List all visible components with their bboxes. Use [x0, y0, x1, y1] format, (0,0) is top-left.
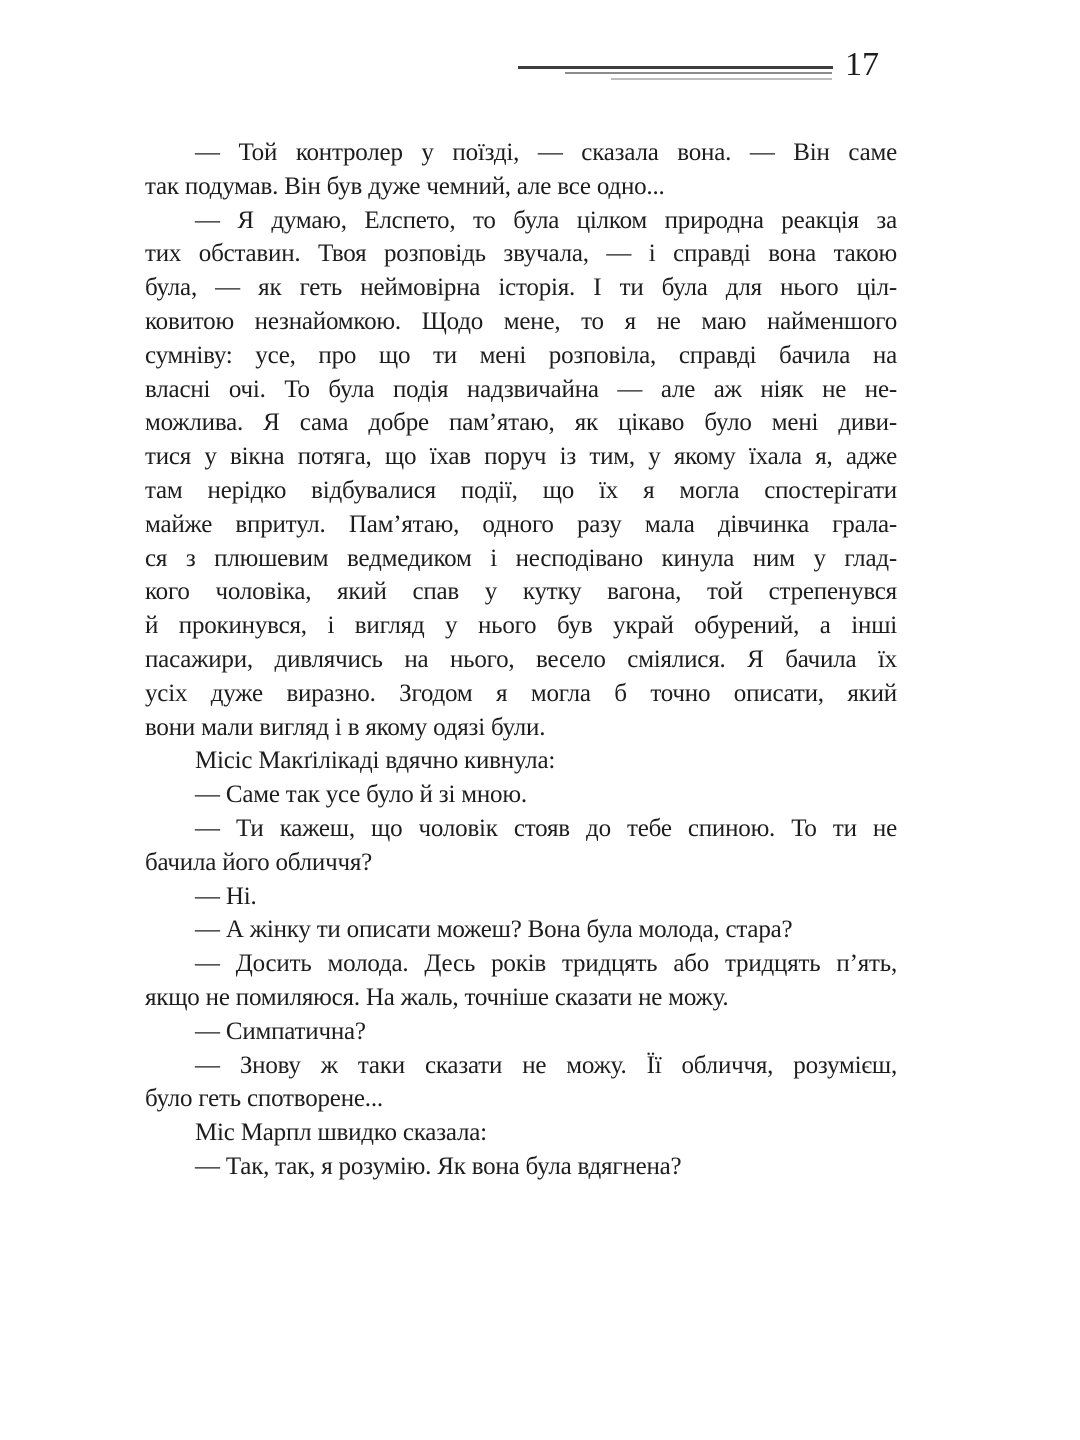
- paragraph: [145, 744, 897, 778]
- text-line: — Саме так усе було й зі мною.: [195, 781, 527, 809]
- text-line: — Знову ж таки сказати не можу. Її обличчя, розумієш,: [195, 1051, 897, 1079]
- paragraph: [145, 947, 897, 1015]
- text-line: — Той контролер у поїзді, — сказала вона. — Він саме: [195, 139, 897, 166]
- text-line: — Ні.: [195, 882, 257, 910]
- header-rule-dark: [518, 66, 833, 69]
- header-rule-mid: [565, 72, 832, 74]
- text-line: кого чоловіка, який спав у кутку вагона, той стрепенувся: [145, 578, 897, 606]
- text-line: — Ти кажеш, що чоловік стояв до тебе спиною. То ти не: [195, 814, 897, 842]
- paragraph: [145, 1150, 897, 1184]
- text-line: майже впритул. Пам’ятаю, одного разу мала дівчинка грала-: [145, 510, 897, 538]
- text-line: — Я думаю, Елспето, то була цілком природна реакція за: [195, 206, 897, 234]
- paragraph: [145, 1015, 897, 1049]
- text-line: ковитою незнайомкою. Щодо мене, то я не маю найменшого: [145, 307, 897, 335]
- text-line: — Досить молода. Десь років тридцять або тридцять п’ять,: [195, 950, 897, 978]
- text-line: тих обставин. Твоя розповідь звучала, — і справді вона такою: [145, 240, 897, 268]
- text-line: якщо не помиляюся. На жаль, точніше сказати не можу.: [145, 983, 729, 1011]
- paragraph: [145, 778, 897, 812]
- paragraph: [145, 880, 897, 914]
- text-line: сумніву: усе, про що ти мені розповіла, справді бачила на: [145, 341, 897, 369]
- text-line: — Так, так, я розумію. Як вона була вдягнена?: [195, 1152, 682, 1180]
- paragraph: [145, 1116, 897, 1150]
- text-line: там нерідко відбувалися події, що їх я могла спостерігати: [145, 476, 897, 504]
- page-text: [145, 136, 897, 1184]
- paragraph: [145, 136, 897, 204]
- text-line: пасажири, дивлячись на нього, весело сміялися. Я бачила їх: [145, 645, 897, 673]
- text-line: так подумав. Він був дуже чемний, але все одно...: [145, 172, 665, 200]
- paragraph: [145, 913, 897, 947]
- text-line: бачила його обличчя?: [145, 848, 373, 876]
- text-line: вони мали вигляд і в якому одязі були.: [145, 713, 546, 741]
- page-number: 17: [845, 46, 879, 83]
- text-line: — Симпатична?: [195, 1017, 366, 1045]
- paragraph: [145, 204, 897, 745]
- text-line: можлива. Я сама добре пам’ятаю, як цікаво було мені диви-: [145, 409, 897, 437]
- paragraph: [145, 812, 897, 880]
- text-line: було геть спотворене...: [145, 1085, 383, 1113]
- text-line: усіх дуже виразно. Згодом я могла б точно описати, який: [145, 679, 897, 707]
- text-line: Місіс Макґілікаді вдячно кивнула:: [195, 747, 556, 775]
- text-line: була, — як геть неймовірна історія. І ти була для нього ціл-: [145, 274, 897, 302]
- text-line: тися у вікна потяга, що їхав поруч із тим, у якому їхала я, адже: [145, 443, 897, 471]
- text-line: ся з плюшевим ведмедиком і несподівано кинула ним у глад-: [145, 544, 897, 572]
- text-line: й прокинувся, і вигляд у нього був украй обурений, а інші: [145, 612, 897, 640]
- paragraph: [145, 1049, 897, 1117]
- text-line: власні очі. То була подія надзвичайна — але аж ніяк не не-: [145, 375, 897, 403]
- header-rule-light: [611, 78, 832, 80]
- text-line: — А жінку ти описати можеш? Вона була молода, стара?: [195, 916, 793, 944]
- text-line: Міс Марпл швидко сказала:: [195, 1119, 487, 1147]
